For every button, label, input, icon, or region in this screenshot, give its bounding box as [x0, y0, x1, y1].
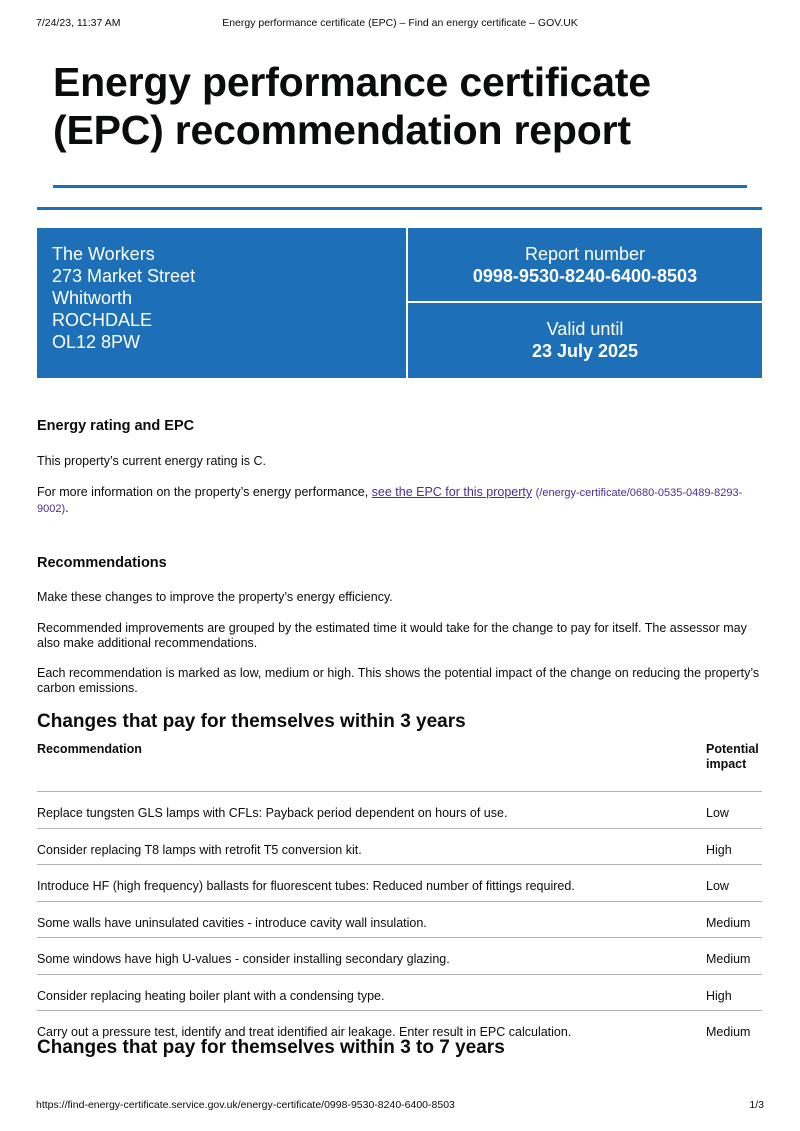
table-row — [37, 975, 762, 1012]
table-header — [37, 741, 762, 792]
valid-until-label: Valid until — [546, 319, 624, 339]
energy-rating-heading: Energy rating and EPC — [37, 418, 195, 434]
table-row — [37, 829, 762, 866]
report-number-cell — [408, 243, 762, 287]
see-epc-link[interactable]: see the EPC for this property — [371, 485, 533, 499]
more-info-paragraph — [37, 485, 762, 517]
report-number-value: 0998-9530-8240-6400-8503 — [472, 266, 698, 286]
recommendation-text: Carry out a pressure test, identify and treat identified air leakage. Enter result in EPC calculation. — [37, 1025, 572, 1039]
page-number: 1/3 — [749, 1099, 764, 1111]
column-header-impact: Potential impact — [706, 742, 759, 771]
valid-until-value: 23 July 2025 — [531, 341, 639, 361]
recommendations-para-3: Each recommendation is marked as low, medium or high. This shows the potential impact of the change on reducing the property’s carbon emissions. — [37, 666, 760, 695]
group-3-years-heading: Changes that pay for themselves within 3 years — [37, 711, 466, 732]
title-rule — [53, 185, 747, 188]
summary-box — [37, 228, 762, 378]
section-rule — [37, 207, 762, 210]
summary-horizontal-divider — [408, 301, 762, 303]
recommendation-text: Some windows have high U-values - consider installing secondary glazing. — [37, 952, 450, 966]
recommendation-text: Replace tungsten GLS lamps with CFLs: Payback period dependent on hours of use. — [37, 806, 508, 820]
table-row — [37, 792, 762, 829]
recommendations-table — [37, 741, 762, 1047]
table-row — [37, 865, 762, 902]
report-number-label: Report number — [524, 244, 646, 264]
more-info-prefix: For more information on the property’s energy performance, — [37, 485, 372, 499]
recommendations-para-2: Recommended improvements are grouped by the estimated time it would take for the change to pay for itself. The assessor may also make additional recommendations. — [37, 621, 747, 650]
impact-value: Medium — [706, 952, 751, 966]
print-datetime: 7/24/23, 11:37 AM — [36, 17, 121, 29]
address-line: 273 Market Street — [52, 266, 196, 286]
address-line: ROCHDALE — [52, 310, 153, 330]
recommendations-para-1: Make these changes to improve the property’s energy efficiency. — [37, 590, 393, 604]
column-header-recommendation: Recommendation — [37, 742, 142, 756]
recommendation-text: Consider replacing T8 lamps with retrofit T5 conversion kit. — [37, 842, 362, 857]
recommendations-heading: Recommendations — [37, 555, 167, 571]
print-url: https://find-energy-certificate.service.gov.uk/energy-certificate/0998-9530-8240-6400-8503 — [36, 1099, 455, 1111]
page-title: Energy performance certificate (EPC) recommendation report — [53, 59, 651, 153]
address-line: The Workers — [52, 244, 155, 264]
property-address — [52, 243, 195, 353]
impact-value: High — [706, 988, 732, 1003]
address-line: OL12 8PW — [52, 332, 141, 352]
group-3-to-7-years-heading: Changes that pay for themselves within 3 to 7 years — [37, 1037, 505, 1058]
valid-until-cell — [408, 318, 762, 362]
address-line: Whitworth — [52, 288, 133, 308]
recommendation-text: Consider replacing heating boiler plant with a condensing type. — [37, 988, 385, 1003]
impact-value: Low — [706, 806, 729, 820]
print-tab-title: Energy performance certificate (EPC) – Find an energy certificate – GOV.UK — [222, 17, 578, 29]
impact-value: High — [706, 842, 732, 857]
impact-value: Medium — [706, 915, 751, 930]
recommendation-text: Some walls have uninsulated cavities - introduce cavity wall insulation. — [37, 915, 427, 930]
impact-value: Low — [706, 879, 729, 893]
more-info-suffix: . — [65, 501, 69, 515]
impact-value: Medium — [706, 1025, 751, 1039]
table-row — [37, 902, 762, 939]
current-rating-text: This property’s current energy rating is C. — [37, 454, 267, 468]
recommendation-text: Introduce HF (high frequency) ballasts for fluorescent tubes: Reduced number of fittings required. — [37, 879, 575, 893]
epc-link-href: (/energy-certificate/0680-0535-0489-8293-9002) — [37, 487, 743, 515]
table-row — [37, 938, 762, 975]
